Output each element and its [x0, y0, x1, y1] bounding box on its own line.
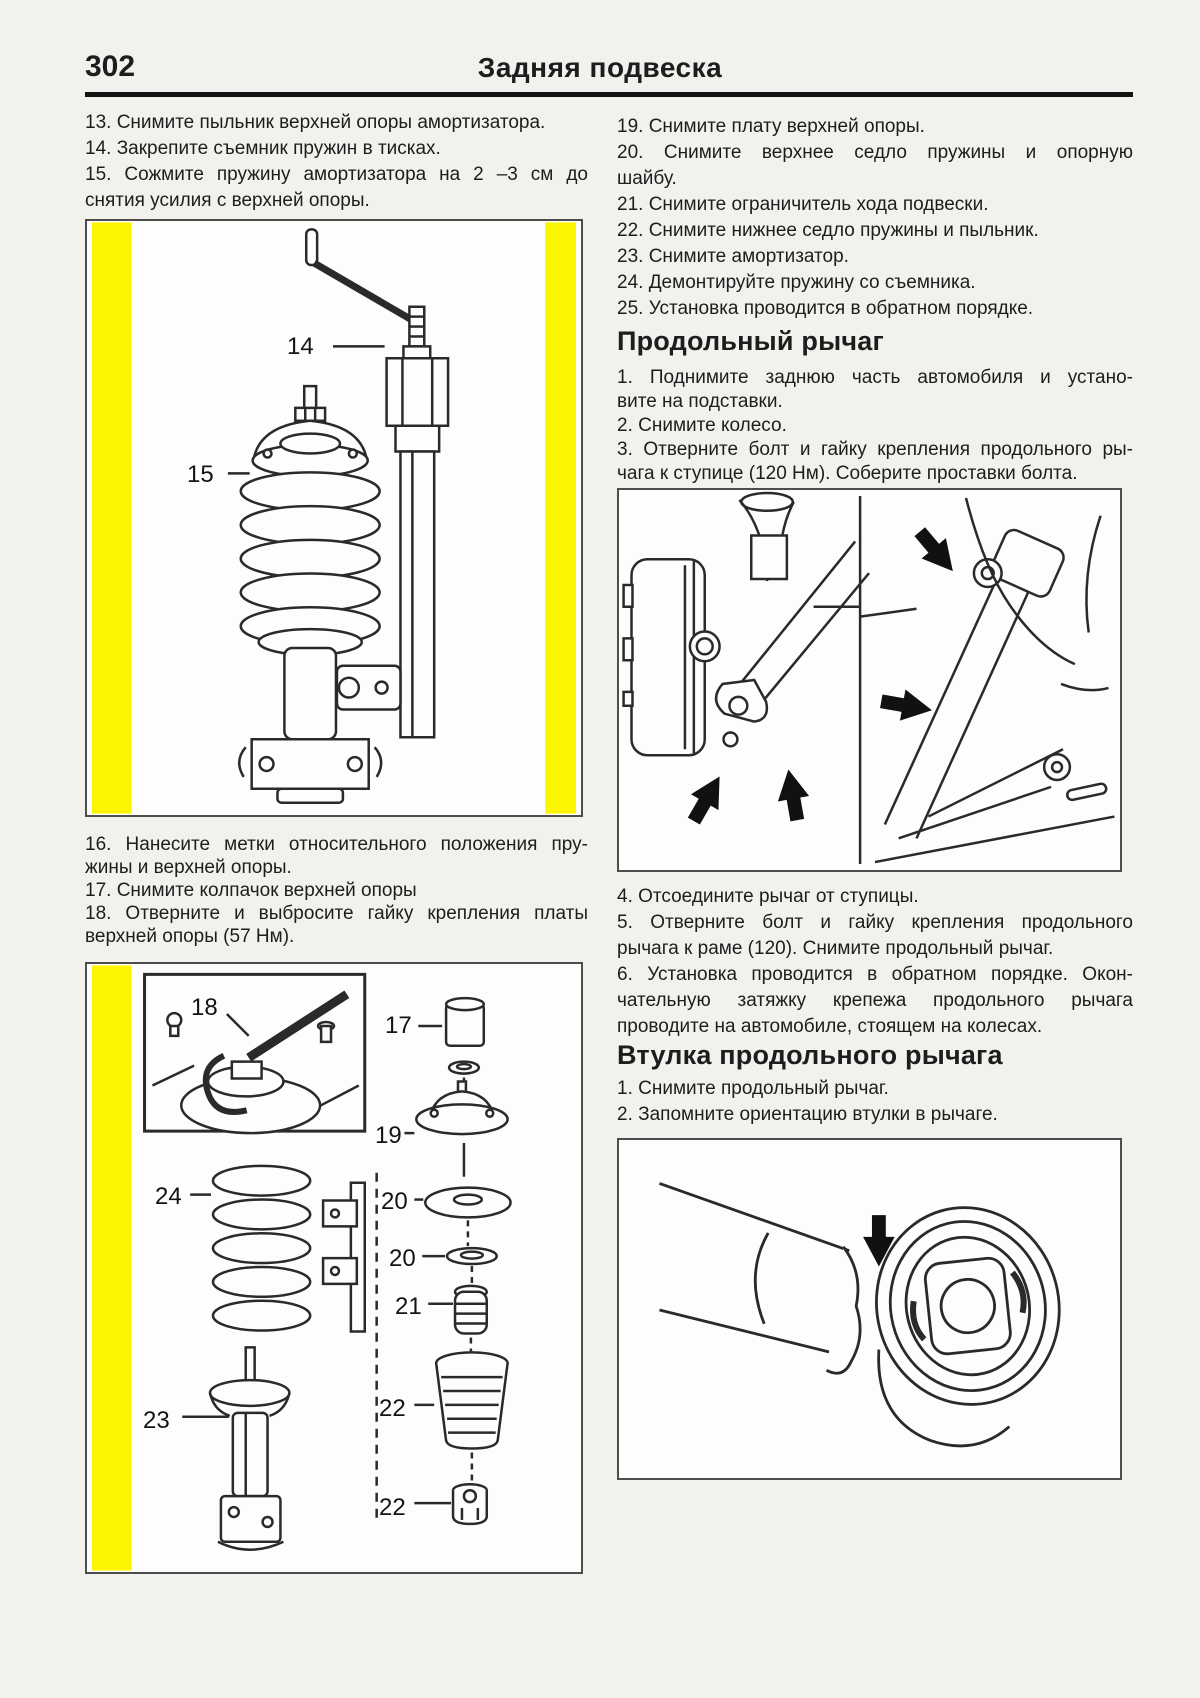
step-14: 14. Закрепите съемник пружин в тисках. [85, 138, 441, 159]
callout-label-19: 19 [375, 1122, 402, 1149]
figure-strut-compressor [85, 219, 583, 817]
highlight-bar [92, 222, 132, 813]
right-steps-19-25 [617, 114, 1133, 322]
header-rule [85, 92, 1133, 97]
callout-label-20b: 20 [389, 1245, 416, 1272]
section-heading-arm-bushing: Втулка продольного рычага [617, 1040, 1003, 1070]
step-5: 5. Отверните болт и гайку крепления продольного рычага к раме (120). Снимите продольный рычаг. [617, 912, 1133, 959]
right-steps-1-3 [617, 366, 1133, 486]
page-title: Задняя подвеска [477, 52, 723, 83]
strut-compressor-drawing [87, 221, 581, 815]
step-6: 6. Установка проводится в обратном порядке. Окон- чательную затяжку крепежа продольного рычага проводите на автомобиле, стоящем на колесах. [617, 964, 1133, 1037]
step-22: 22. Снимите нижнее седло пружины и пыльник. [617, 220, 1039, 241]
left-steps-13-15 [85, 110, 588, 214]
strut-exploded-drawing [87, 964, 581, 1572]
step-4: 4. Отсоедините рычаг от ступицы. [617, 886, 919, 907]
figure-arm-bushing [617, 1138, 1122, 1480]
step-25: 25. Установка проводится в обратном порядке. [617, 298, 1034, 319]
step-18: 18. Отверните и выбросите гайку крепления платы верхней опоры (57 Нм). [85, 903, 588, 947]
callout-label-18: 18 [191, 994, 218, 1021]
callout-label-17: 17 [385, 1012, 412, 1039]
section-heading-trailing-arm: Продольный рычаг [617, 326, 884, 356]
callout-label-22a: 22 [379, 1395, 406, 1422]
callout-label-22c: 22 [379, 1494, 406, 1521]
left-steps-16-18 [85, 833, 588, 948]
callout-label-21: 21 [395, 1293, 422, 1320]
figure-arm-removal [617, 488, 1122, 872]
step-21: 21. Снимите ограничитель хода подвески. [617, 194, 989, 215]
callout-label-24: 24 [155, 1183, 182, 1210]
highlight-bar [92, 965, 132, 1570]
callout-label-14: 14 [287, 333, 314, 360]
step-b1: 1. Снимите продольный рычаг. [617, 1078, 889, 1099]
step-1: 1. Поднимите заднюю часть автомобиля и устано- вите на подставки. [617, 367, 1133, 412]
right-steps-4-6 [617, 884, 1133, 1040]
page-number: 302 [85, 50, 136, 83]
highlight-bar [545, 222, 576, 813]
callout-label-23: 23 [143, 1407, 170, 1434]
callout-label-15: 15 [187, 461, 214, 488]
step-16: 16. Нанесите метки относительного положения пру- жины и верхней опоры. [85, 834, 588, 878]
step-15: 15. Сожмите пружину амортизатора на 2 –3 см до снятия усилия с верхней опоры. [85, 164, 588, 211]
arm-bushing-drawing [619, 1140, 1120, 1478]
step-17: 17. Снимите колпачок верхней опоры [85, 880, 417, 901]
step-3: 3. Отверните болт и гайку крепления продольного ры- чага к ступице (120 Нм). Соберите проставки болта. [617, 439, 1133, 484]
right-bushing-steps [617, 1076, 1133, 1128]
step-13: 13. Снимите пыльник верхней опоры амортизатора. [85, 112, 546, 133]
step-2: 2. Снимите колесо. [617, 415, 787, 436]
step-19: 19. Снимите плату верхней опоры. [617, 116, 925, 137]
figure-strut-exploded [85, 962, 583, 1574]
arm-removal-drawing [619, 490, 1120, 870]
step-24: 24. Демонтируйте пружину со съемника. [617, 272, 976, 293]
step-23: 23. Снимите амортизатор. [617, 246, 849, 267]
callout-label-20a: 20 [381, 1188, 408, 1215]
step-b2: 2. Запомните ориентацию втулки в рычаге. [617, 1104, 998, 1125]
step-20: 20. Снимите верхнее седло пружины и опорную шайбу. [617, 142, 1133, 189]
